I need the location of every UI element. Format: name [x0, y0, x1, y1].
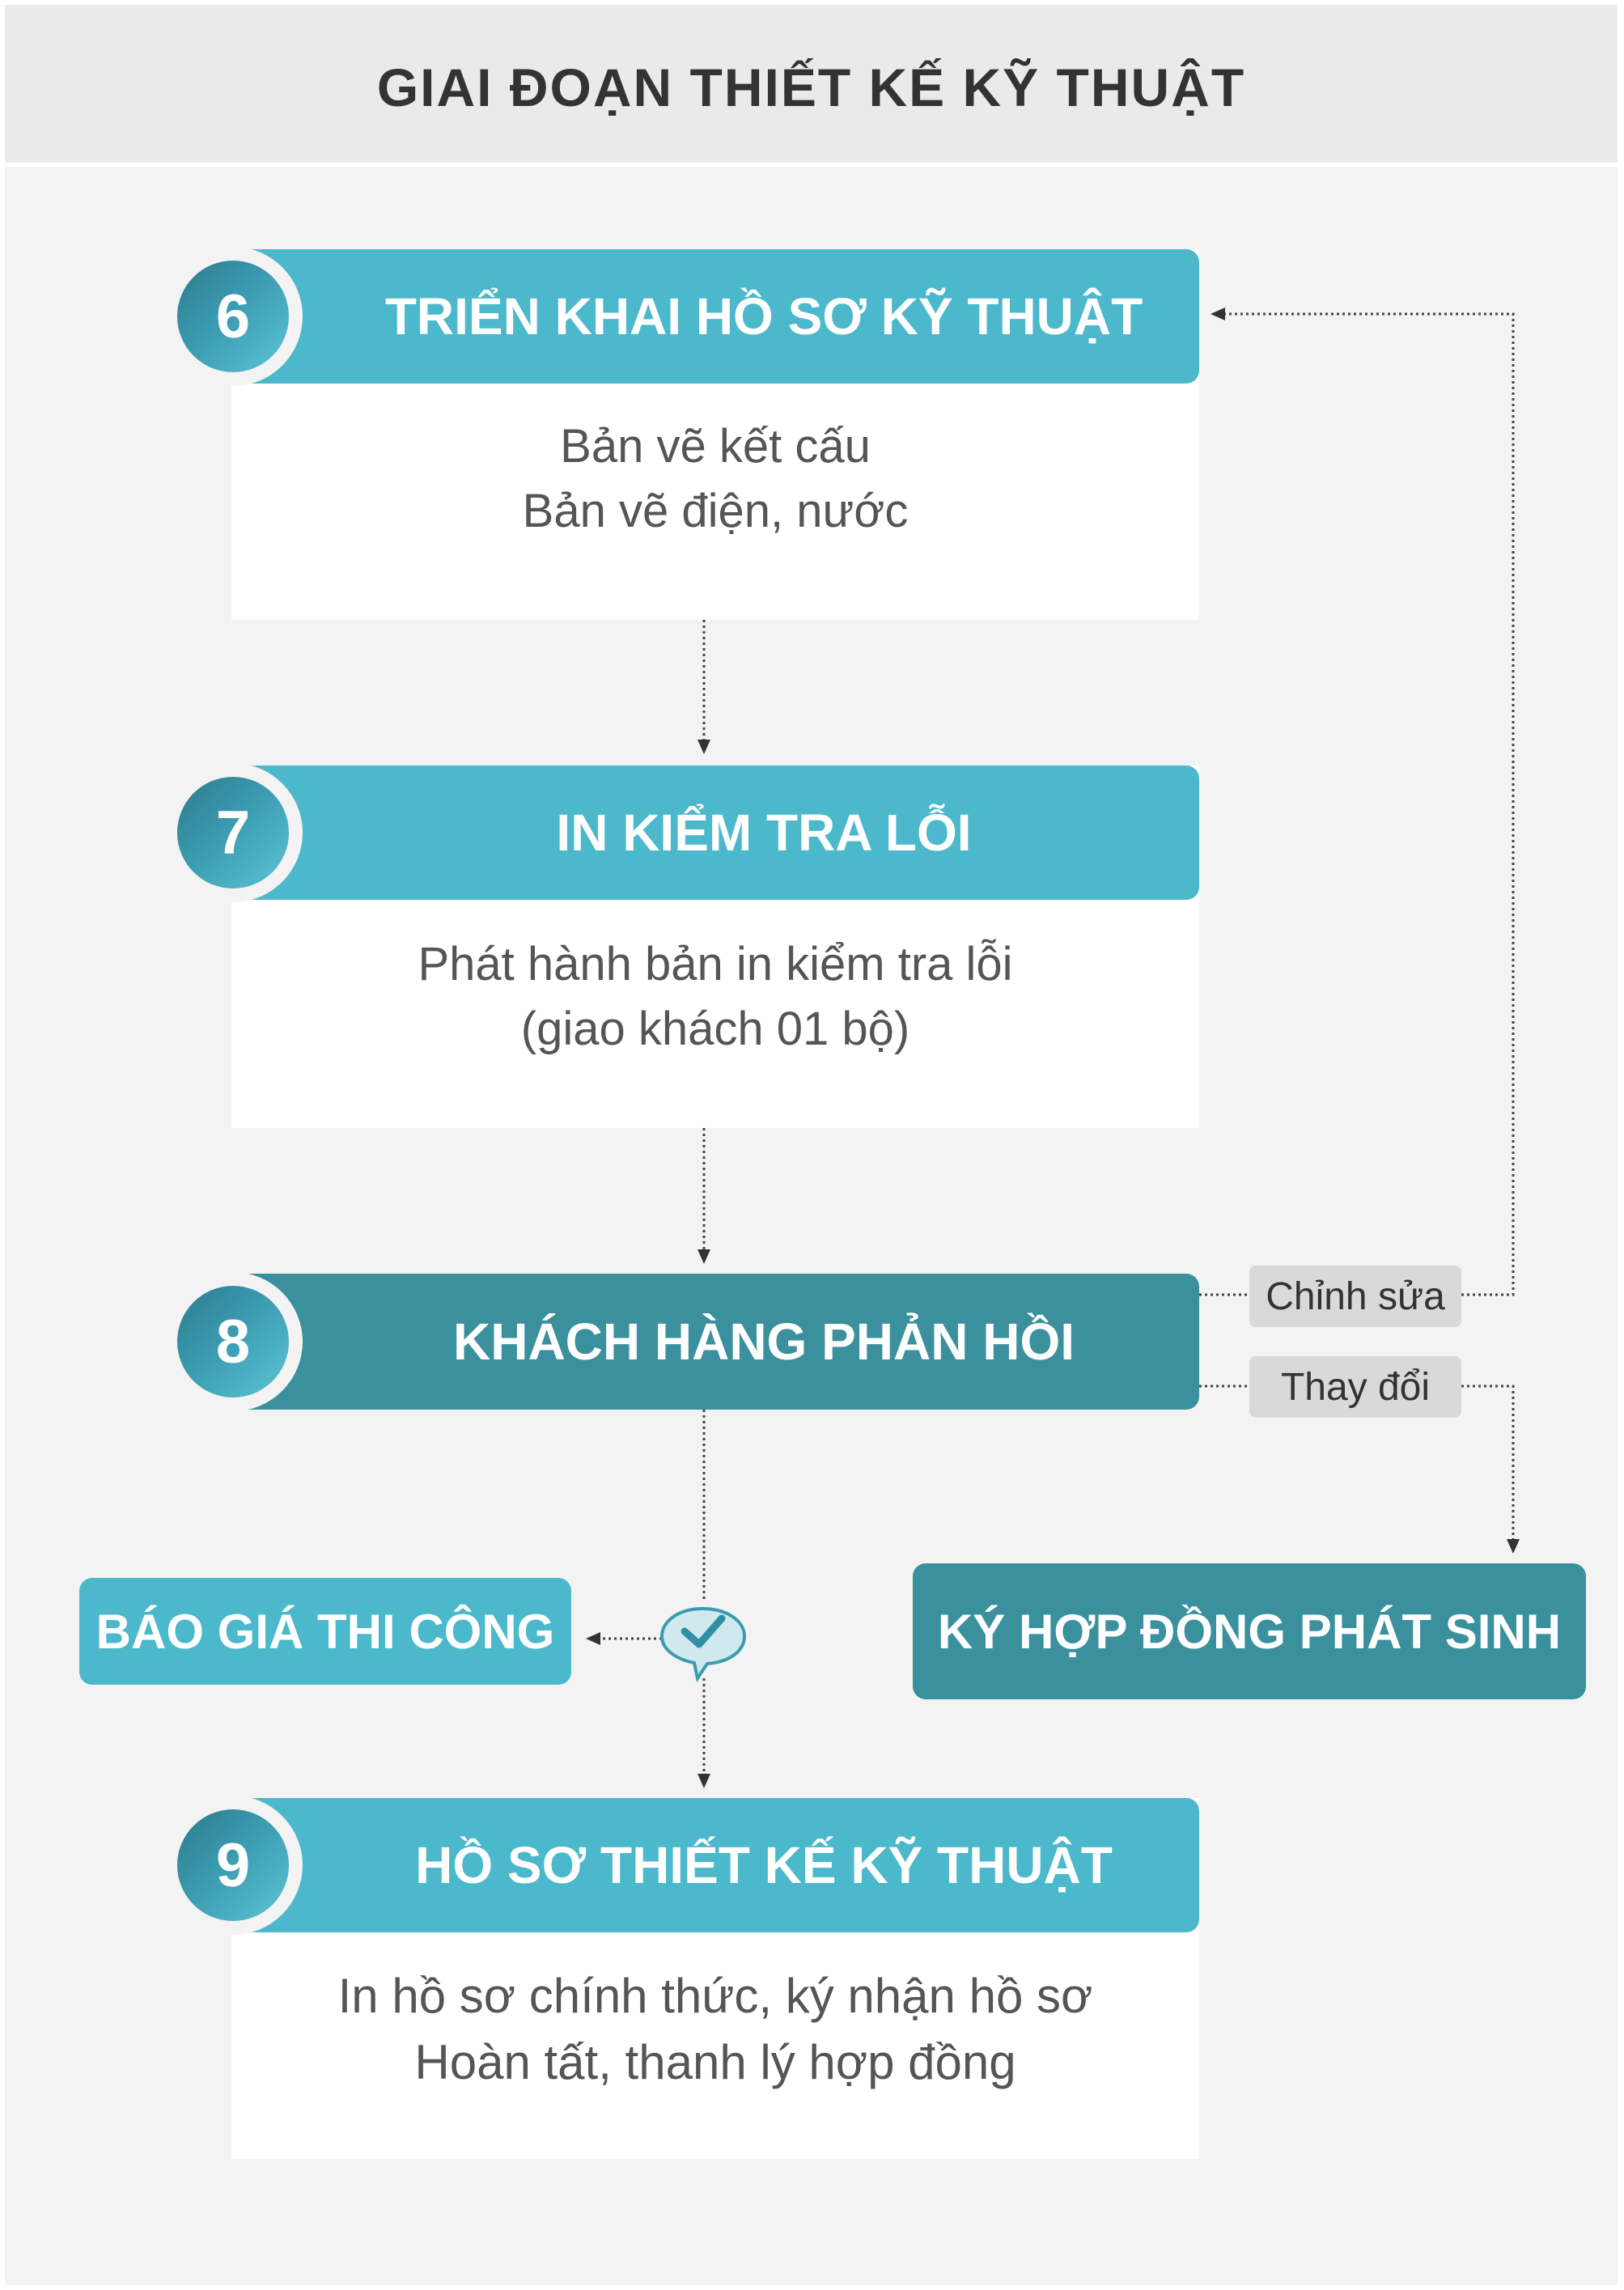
chat-check-icon — [662, 1609, 744, 1678]
revise-tag: Chỉnh sửa — [1249, 1266, 1461, 1327]
step-7-line-2: (giao khách 01 bộ) — [520, 1003, 910, 1055]
arrowhead-check-to-quote — [586, 1632, 600, 1645]
step-6-line-1: Bản vẽ kết cấu — [560, 420, 871, 473]
step-9-number: 9 — [177, 1809, 289, 1921]
construction-quote-box: BÁO GIÁ THI CÔNG — [79, 1578, 571, 1685]
step-9-title: HỒ SƠ THIẾT KẾ KỸ THUẬT — [415, 1836, 1113, 1894]
change-tag: Thay đổi — [1249, 1356, 1461, 1418]
arrowhead-revise-to-6 — [1211, 307, 1225, 320]
page-title: GIAI ĐOẠN THIẾT KẾ KỸ THUẬT — [376, 57, 1246, 117]
arrowhead-7-to-8 — [698, 1249, 710, 1264]
additional-contract-box: KÝ HỢP ĐỒNG PHÁT SINH — [913, 1563, 1586, 1699]
step-8-number: 8 — [177, 1286, 289, 1397]
step-7-title: IN KIỂM TRA LỖI — [556, 804, 972, 862]
arrowhead-check-to-9 — [698, 1774, 710, 1788]
arrowhead-6-to-7 — [698, 740, 710, 754]
step-9-line-1: In hồ sơ chính thức, ký nhận hồ sơ — [337, 1969, 1093, 2023]
step-7-number: 7 — [177, 777, 289, 888]
step-7-line-1: Phát hành bản in kiểm tra lỗi — [418, 938, 1013, 990]
step-8-title: KHÁCH HÀNG PHẢN HỒI — [453, 1313, 1075, 1371]
step-6-line-2: Bản vẽ điện, nước — [522, 485, 909, 537]
arrow-revise-to-6 — [1219, 314, 1513, 1295]
step-6-number: 6 — [177, 261, 289, 372]
step-9-line-2: Hoàn tất, thanh lý hợp đồng — [414, 2035, 1016, 2089]
arrow-change-to-contract — [1461, 1386, 1513, 1546]
step-6-title: TRIỂN KHAI HỒ SƠ KỸ THUẬT — [384, 287, 1143, 346]
arrowhead-change-to-contract — [1507, 1539, 1520, 1554]
